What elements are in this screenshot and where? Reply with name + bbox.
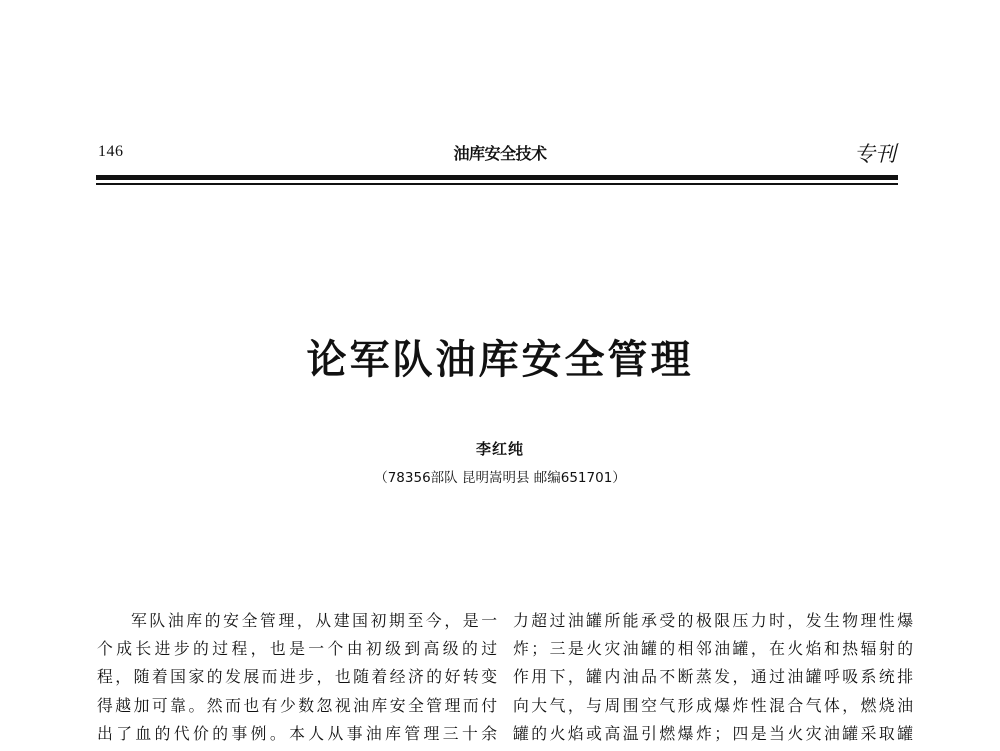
journal-title: 油库安全技术 [453,144,547,163]
body-line: 个成长进步的过程，也是一个由初级到高级的过 [97,639,497,659]
author-affiliation: （78356部队 昆明嵩明县 邮编651701） [374,470,626,486]
body-line: 军队油库的安全管理，从建国初期至今，是一 [131,611,497,630]
body-column-left [97,607,497,748]
body-line: 程，随着国家的发展而进步，也随着经济的好转变 [97,667,497,687]
issue-label: 专刊 [854,142,896,166]
body-line: 作用下，罐内油品不断蒸发，通过油罐呼吸系统排 [513,667,913,687]
author-name: 李红纯 [475,440,524,458]
body-line: 力超过油罐所能承受的极限压力时，发生物理性爆 [513,611,913,630]
body-line: 出了血的代价的事例。本人从事油库管理三十余 [97,723,497,743]
body-line: 得越加可靠。然而也有少数忽视油库安全管理而付 [97,695,497,715]
page-number: 146 [98,143,124,160]
body-column-right [513,607,913,748]
header-rule-thick [96,175,898,180]
header-rule-thin [96,183,898,185]
body-line: 炸；三是火灾油罐的相邻油罐，在火焰和热辐射的 [513,639,913,659]
body-line: 向大气，与周围空气形成爆炸性混合气体，燃烧油 [513,695,913,715]
body-line: 罐的火焰或高温引燃爆炸；四是当火灾油罐采取罐 [513,723,913,743]
article-title: 论军队油库安全管理 [306,337,694,383]
